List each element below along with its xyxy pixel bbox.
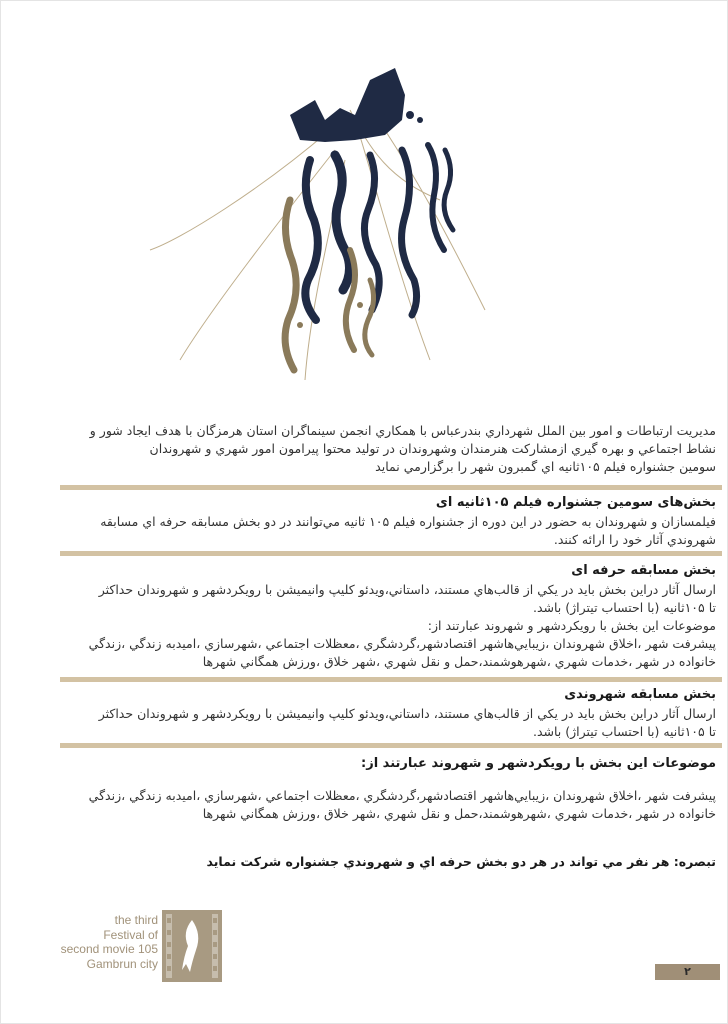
logo-line: the third bbox=[114, 913, 158, 927]
film-fish-icon bbox=[162, 910, 222, 982]
intro-line-2: نشاط اجتماعي و بهره گيري ازمشاركت هنرمندان وشهروندان در توليد محتوا پيرامون امور شهري و شهروندان bbox=[149, 441, 716, 456]
logo-line: second movie 105 bbox=[60, 942, 158, 956]
section-line: خانواده در شهر ،خدمات شهري ،شهرهوشمند،حمل و نقل شهري ،شهر خلاق ،ورزش همگاني شهرها bbox=[202, 654, 716, 669]
section-line: شهروندي آثار خود را ارائه كنند. bbox=[553, 532, 716, 547]
section-title: موضوعات اين بخش با رويكردشهر و شهروند عبارتند از: bbox=[361, 756, 716, 771]
section-title: بخش مسابقه شهروندی bbox=[564, 687, 716, 702]
section-line: تا ۱۰۵ثانيه (با احتساب تيتراژ) باشد. bbox=[532, 600, 716, 615]
section-line: موضوعات اين بخش با رويكردشهر و شهروند عبارتند از: bbox=[427, 618, 716, 633]
intro-line-1: مديريت ارتباطات و امور بين الملل شهرداري بندرعباس با همكاري انجمن سينماگران استان هرمزگان با هدف ايجاد شور و bbox=[89, 423, 716, 438]
section-line: ارسال آثار دراين بخش بايد در يكي از قالب‌هاي مستند، داستاني،ويدئو كليپ وانيميشن با رويكردشهر و شهروندان حداكثر bbox=[98, 706, 716, 721]
section-line: خانواده در شهر ،خدمات شهري ،شهرهوشمند،حمل و نقل شهري ،شهر خلاق ،ورزش همگاني شهرها bbox=[202, 806, 716, 821]
section-title: بخش‌های سومین جشنواره فیلم ۱۰۵ثانیه ای bbox=[435, 495, 716, 510]
section-professional-competition bbox=[60, 562, 716, 671]
section-line: تا ۱۰۵ثانيه (با احتساب تيتراژ) باشد. bbox=[532, 724, 716, 739]
logo-line: Gambrun city bbox=[86, 956, 158, 971]
section-line: پيشرفت شهر ،اخلاق شهروندان ،زيبايي‌هاشهر اقتصادشهر،گردشگري ،معظلات اجتماعي ،شهرسازي ،اميدبه زندگي ،زندگي bbox=[88, 636, 716, 651]
section-divider bbox=[60, 743, 722, 748]
section-festival-parts bbox=[60, 494, 716, 549]
intro-line-3: سومين جشنواره فيلم ۱۰۵ثانيه اي گمبرون شهر را برگزارمي نمايد bbox=[375, 459, 716, 474]
section-divider bbox=[60, 485, 722, 490]
section-line: پيشرفت شهر ،اخلاق شهروندان ،زيبايي‌هاشهر اقتصادشهر،گردشگري ،معظلات اجتماعي ،شهرسازي ،اميدبه زندگي ،زندگي bbox=[88, 788, 716, 803]
festival-calligraphy-artwork bbox=[140, 60, 500, 390]
section-divider bbox=[60, 551, 722, 556]
note-text: تبصره: هر نفر مي تواند در هر دو بخش حرفه اي و شهروندي جشنواره شركت نمايد bbox=[206, 853, 716, 869]
intro-paragraph bbox=[60, 422, 716, 476]
section-line: ارسال آثار دراين بخش بايد در يكي از قالب‌هاي مستند، داستاني،ويدئو كليپ وانيميشن با رويكردشهر و شهروندان حداكثر bbox=[98, 582, 716, 597]
section-topics bbox=[60, 755, 716, 823]
festival-logo-text bbox=[40, 913, 158, 971]
logo-line: Festival of bbox=[103, 927, 158, 942]
festival-logo-icon bbox=[162, 910, 222, 982]
section-line: فيلمسازان و شهروندان به حضور در اين دوره از جشنواره فيلم ۱۰۵ ثانيه مي‌توانند در دو بخش مسابقه حرفه اي مسابقه bbox=[100, 514, 716, 529]
section-title: بخش مسابقه حرفه ای bbox=[571, 563, 716, 578]
section-citizen-competition bbox=[60, 686, 716, 741]
page-number: ۲ bbox=[655, 964, 720, 980]
section-divider bbox=[60, 677, 722, 682]
